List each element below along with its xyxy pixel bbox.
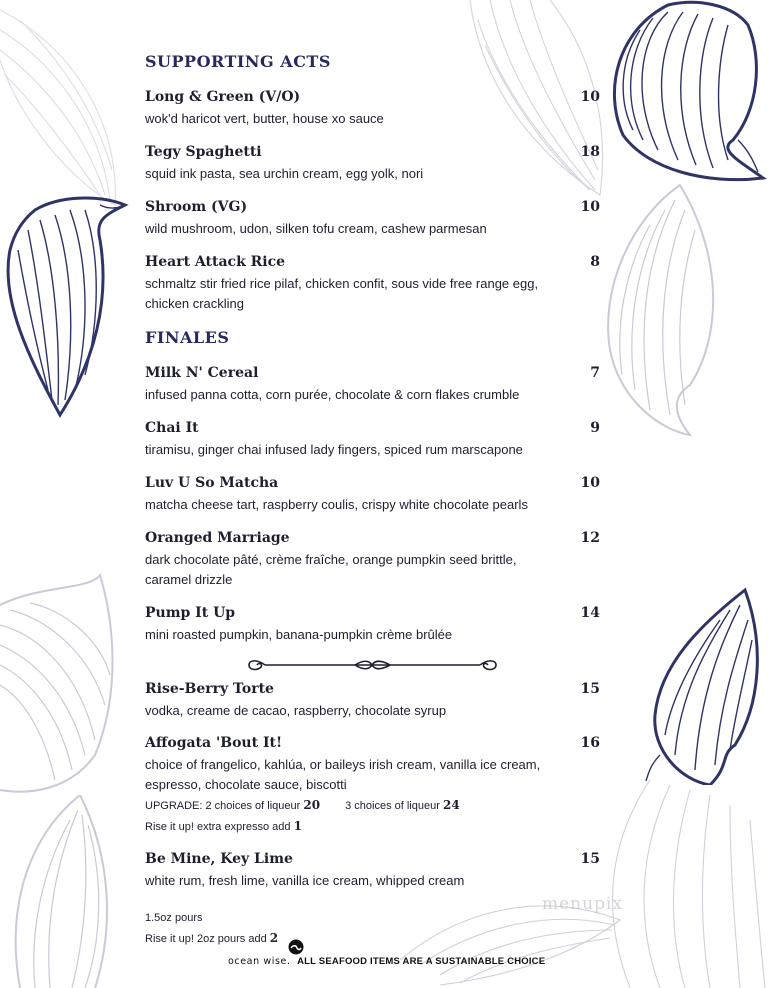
watermark: menupix <box>542 894 623 914</box>
item-name: Rise-Berry Torte <box>145 681 274 697</box>
item-name: Shroom (VG) <box>145 199 248 215</box>
menu-item <box>145 198 600 239</box>
item-price: 10 <box>580 199 600 215</box>
menu-item <box>145 680 600 721</box>
rise-label: Rise it up! 2oz pours add <box>145 933 267 945</box>
item-price: 7 <box>590 365 600 381</box>
footer-notes <box>145 908 278 949</box>
item-price: 9 <box>590 420 600 436</box>
sustainable-note: ALL SEAFOOD ITEMS ARE A SUSTAINABLE CHOICE <box>297 956 546 967</box>
item-name: Luv U So Matcha <box>145 475 279 491</box>
item-price: 18 <box>580 144 600 160</box>
item-name: Milk N' Cereal <box>145 365 259 381</box>
item-name: Tegy Spaghetti <box>145 144 262 160</box>
item-price: 14 <box>580 605 600 621</box>
menu-item <box>145 604 600 645</box>
menu-item <box>145 529 600 590</box>
upgrade-label-3: 3 choices of liqueur <box>345 800 440 812</box>
item-name: Pump It Up <box>145 605 236 621</box>
section-title-finales: FINALES <box>145 328 230 347</box>
item-description: squid ink pasta, sea urchin cream, egg yolk, nori <box>145 166 424 181</box>
item-price: 15 <box>580 851 600 867</box>
pours-note: 1.5oz pours <box>145 912 203 924</box>
menu-item <box>145 88 600 129</box>
item-name: Affogata 'Bout It! <box>145 735 283 751</box>
ghost-leaf-left-low-icon <box>0 565 125 795</box>
item-price: 10 <box>580 89 600 105</box>
item-price: 8 <box>590 254 600 270</box>
navy-leaf-top-right-icon <box>598 0 768 185</box>
item-name: Oranged Marriage <box>145 530 290 546</box>
item-name: Long & Green (V/O) <box>145 89 301 105</box>
item-description: choice of frangelico, kahlúa, or baileys irish cream, vanilla ice cream, espresso, chocolate sauce, biscotti <box>145 757 541 792</box>
item-price: 10 <box>580 475 600 491</box>
menu-item <box>145 364 600 405</box>
item-description: wok'd haricot vert, butter, house xo sauce <box>145 111 384 126</box>
ocean-wise-footer <box>228 956 545 967</box>
item-description: infused panna cotta, corn purée, chocolate & corn flakes crumble <box>145 387 520 402</box>
section-title-supporting-acts: SUPPORTING ACTS <box>145 52 331 71</box>
ghost-leaf-left-bottom-icon <box>0 795 120 988</box>
menu-item <box>145 419 600 460</box>
item-price: 16 <box>580 735 600 751</box>
ghost-leaf-right-mid-icon <box>590 180 730 440</box>
item-description: schmaltz stir fried rice pilaf, chicken confit, sous vide free range egg, chicken crackling <box>145 276 539 311</box>
menu-item <box>145 143 600 184</box>
rise-note <box>145 928 278 949</box>
navy-leaf-right-low-icon <box>640 585 768 785</box>
ocean-wise-logo-icon <box>288 939 304 955</box>
menu-item <box>145 474 600 515</box>
ocean-wise-brand: ocean wise. <box>228 956 291 967</box>
ghost-leaf-top-left-icon <box>0 0 140 210</box>
navy-leaf-left-icon <box>0 190 130 422</box>
item-description: vodka, creame de cacao, raspberry, chocolate syrup <box>145 703 447 718</box>
menu-item <box>145 734 600 837</box>
upgrade-price-2: 20 <box>303 798 321 812</box>
upgrade-line <box>145 795 600 816</box>
item-description: white rum, fresh lime, vanilla ice cream, whipped cream <box>145 873 465 888</box>
espresso-label: Rise it up! extra expresso add <box>145 821 291 833</box>
item-description: tiramisu, ginger chai infused lady fingers, spiced rum marscapone <box>145 442 523 457</box>
item-description: matcha cheese tart, raspberry coulis, crispy white chocolate pearls <box>145 497 528 512</box>
item-name: Chai It <box>145 420 199 436</box>
rise-price: 2 <box>269 931 279 945</box>
menu-item <box>145 850 600 891</box>
ornamental-divider-icon <box>245 656 500 674</box>
menu-item <box>145 253 600 314</box>
item-price: 15 <box>580 681 600 697</box>
item-description: mini roasted pumpkin, banana-pumpkin crème brûlée <box>145 627 453 642</box>
item-description: dark chocolate pâté, crème fraîche, orange pumpkin seed brittle, caramel drizzle <box>145 552 517 587</box>
item-name: Heart Attack Rice <box>145 254 286 270</box>
espresso-line <box>145 816 600 837</box>
item-description: wild mushroom, udon, silken tofu cream, cashew parmesan <box>145 221 487 236</box>
upgrade-label: UPGRADE: 2 choices of liqueur <box>145 800 301 812</box>
espresso-price: 1 <box>293 819 302 833</box>
upgrade-price-3: 24 <box>442 798 460 812</box>
item-name: Be Mine, Key Lime <box>145 851 293 867</box>
item-price: 12 <box>580 530 600 546</box>
